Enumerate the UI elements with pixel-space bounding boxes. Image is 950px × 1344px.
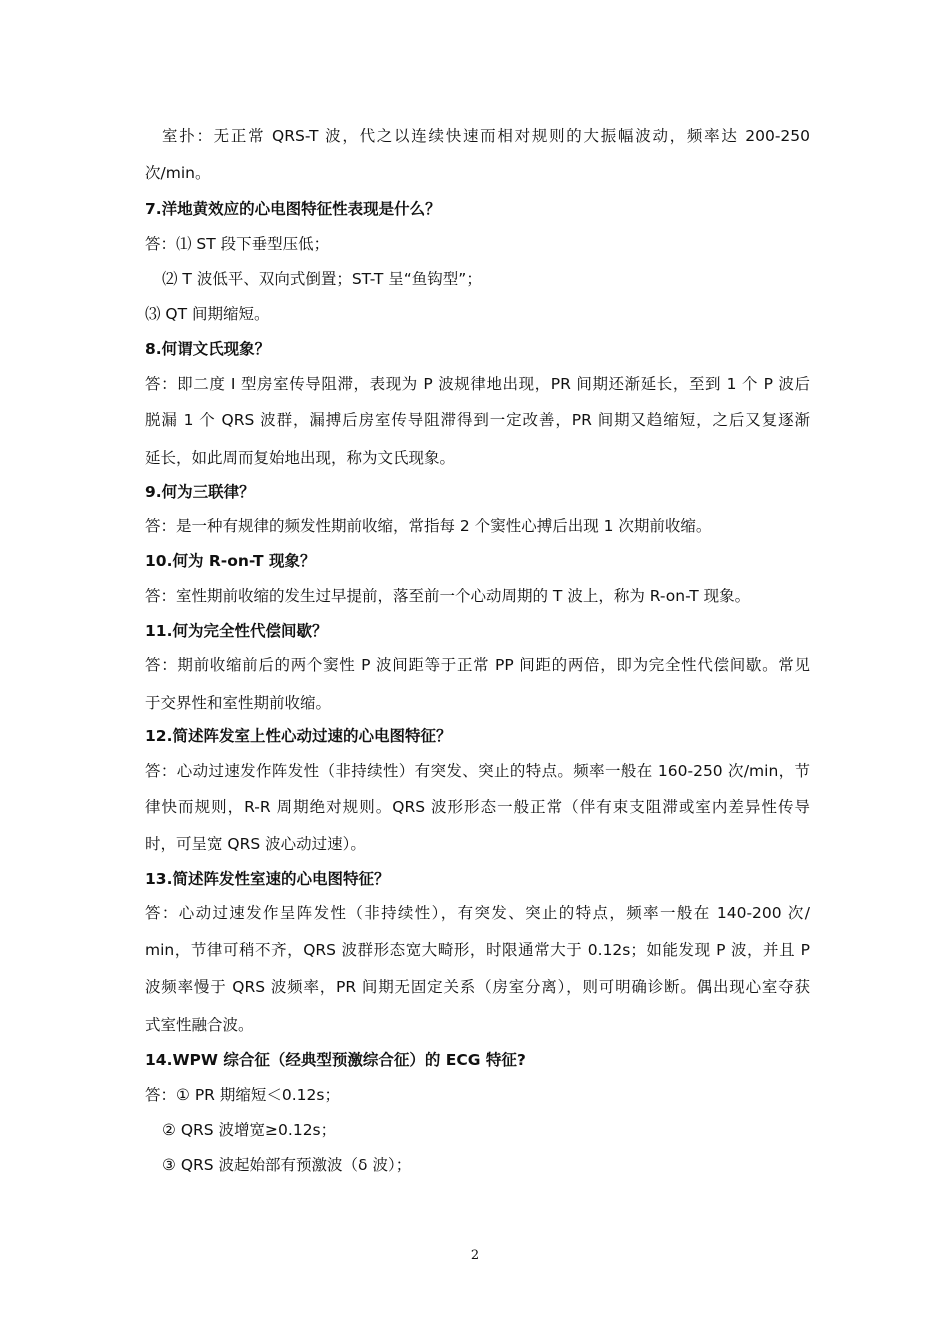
question-heading: 13.简述阵发性室速的心电图特征？: [145, 870, 390, 888]
answer-line: ⑶ QT 间期缩短。: [145, 305, 270, 323]
page-number: 2: [470, 1248, 480, 1263]
answer-line: 延长，如此周而复始地出现，称为文氏现象。: [145, 449, 456, 467]
answer-line: 律快而规则，R-R 周期绝对规则。QRS 波形形态一般正常（伴有束支阻滞或室内差异性传导: [145, 798, 810, 816]
answer-line: 答：心动过速发作呈阵发性（非持续性），有突发、突止的特点，频率一般在 140-200 次/: [145, 904, 810, 922]
question-heading: 9.何为三联律？: [145, 483, 255, 501]
answer-line: 答：① PR 期缩短＜0.12s；: [145, 1086, 340, 1104]
answer-line: 时，可呈宽 QRS 波心动过速）。: [145, 835, 366, 853]
answer-line: ② QRS 波增宽≥0.12s；: [162, 1121, 337, 1139]
answer-line: 答：是一种有规律的频发性期前收缩，常指每 2 个窦性心搏后出现 1 次期前收缩。: [145, 517, 712, 535]
answer-line: 答：室性期前收缩的发生过早提前，落至前一个心动周期的 T 波上，称为 R-on-T 现象。: [145, 587, 751, 605]
question-heading: 10.何为 R-on-T 现象？: [145, 552, 316, 570]
answer-line: ③ QRS 波起始部有预激波（δ 波）；: [162, 1156, 412, 1174]
answer-line: 答：即二度 I 型房室传导阻滞，表现为 P 波规律地出现，PR 间期还渐延长，至到 1 个 P 波后: [145, 375, 810, 393]
answer-line: 波频率慢于 QRS 波频率，PR 间期无固定关系（房室分离），则可明确诊断。偶出现心室夺获: [145, 978, 810, 996]
answer-line: ⑵ T 波低平、双向式倒置；ST-T 呈“鱼钩型”；: [162, 270, 482, 288]
paragraph-line: 次/min。: [145, 164, 211, 182]
answer-line: 于交界性和室性期前收缩。: [145, 694, 332, 712]
answer-line: 答：心动过速发作阵发性（非持续性）有突发、突止的特点。频率一般在 160-250 次/min，节: [145, 762, 810, 780]
question-heading: 14.WPW 综合征（经典型预激综合征）的 ECG 特征?: [145, 1051, 526, 1069]
question-heading: 8.何谓文氏现象？: [145, 340, 271, 358]
answer-line: 答：期前收缩前后的两个窦性 P 波间距等于正常 PP 间距的两倍，即为完全性代偿间歇。常见: [145, 656, 810, 674]
question-heading: 12.简述阵发室上性心动过速的心电图特征？: [145, 727, 452, 745]
answer-line: 式室性融合波。: [145, 1016, 254, 1034]
answer-line: 答：⑴ ST 段下垂型压低；: [145, 235, 330, 253]
question-heading: 11.何为完全性代偿间歇？: [145, 622, 328, 640]
question-heading: 7.洋地黄效应的心电图特征性表现是什么？: [145, 200, 441, 218]
paragraph-line: 室扑：无正常 QRS-T 波，代之以连续快速而相对规则的大振幅波动，频率达 200-250: [162, 127, 810, 145]
answer-line: 脱漏 1 个 QRS 波群，漏搏后房室传导阻滞得到一定改善，PR 间期又趋缩短，之后又复逐渐: [145, 411, 810, 429]
answer-line: min，节律可稍不齐，QRS 波群形态宽大畸形，时限通常大于 0.12s；如能发现 P 波，并且 P: [145, 941, 810, 959]
